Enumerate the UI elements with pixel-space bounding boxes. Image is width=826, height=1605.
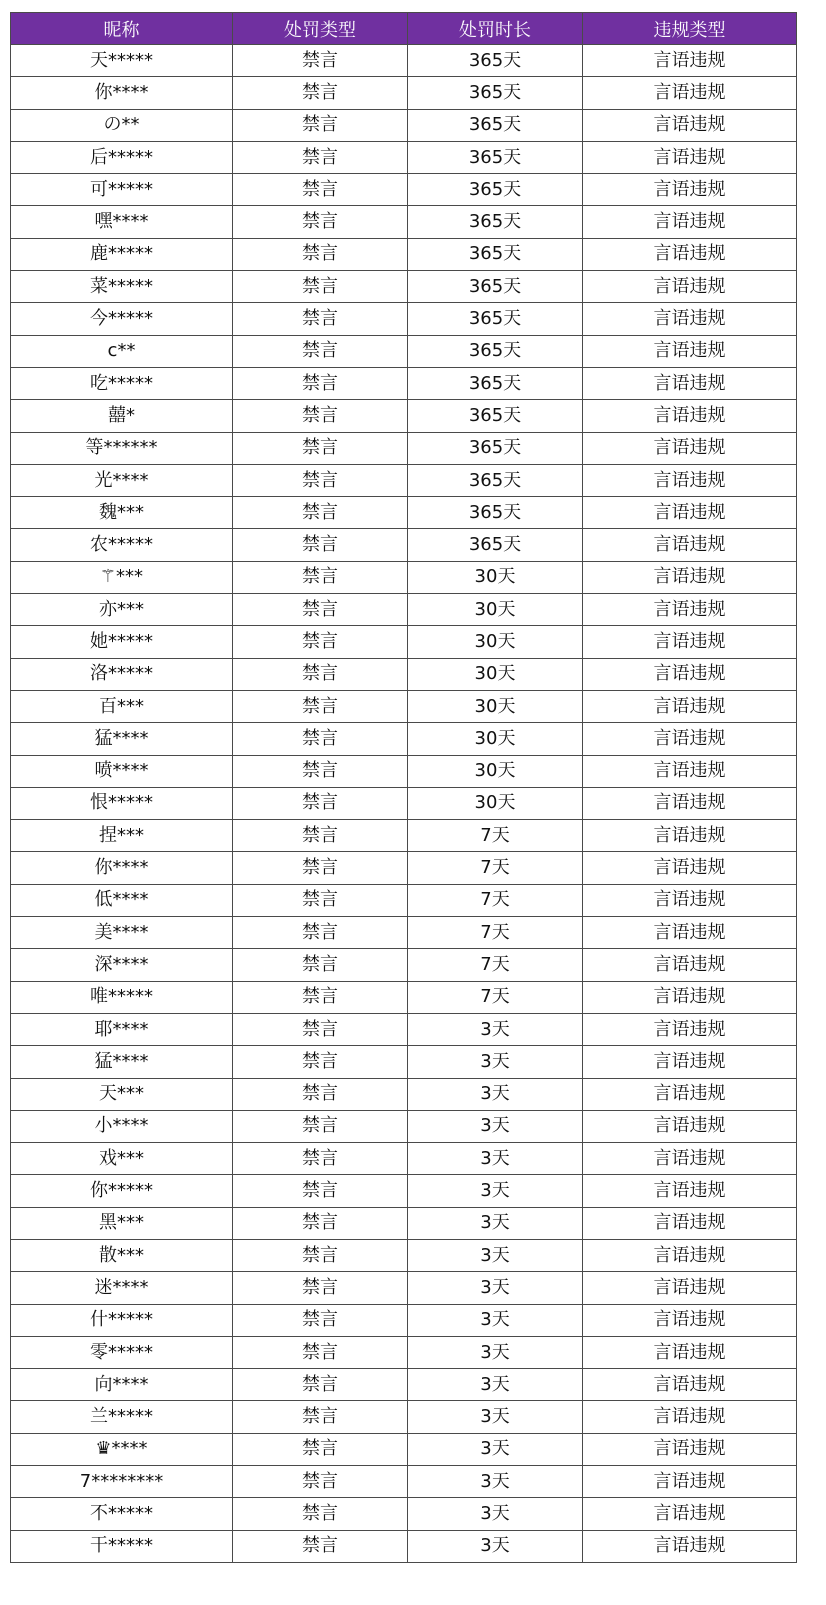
table-row <box>11 852 797 884</box>
header-row <box>11 13 797 45</box>
table-row <box>11 1046 797 1078</box>
penalty-type-cell: 禁言 <box>233 77 408 109</box>
table-row <box>11 594 797 626</box>
penalty-type-cell: 禁言 <box>233 820 408 852</box>
nickname-cell: の** <box>11 109 233 141</box>
nickname-cell: 低**** <box>11 884 233 916</box>
violation-type-cell: 言语违规 <box>583 77 797 109</box>
violation-type-cell: 言语违规 <box>583 1110 797 1142</box>
violation-type-cell: 言语违规 <box>583 1433 797 1465</box>
table-row <box>11 1530 797 1562</box>
nickname-cell: 零***** <box>11 1336 233 1368</box>
violation-type-cell: 言语违规 <box>583 1272 797 1304</box>
violation-type-cell: 言语违规 <box>583 626 797 658</box>
penalty-duration-cell: 365天 <box>408 497 583 529</box>
penalty-duration-cell: 365天 <box>408 206 583 238</box>
penalty-type-cell: 禁言 <box>233 561 408 593</box>
table-body <box>11 45 797 1563</box>
violation-type-cell: 言语违规 <box>583 787 797 819</box>
penalty-type-cell: 禁言 <box>233 1207 408 1239</box>
violation-type-cell: 言语违规 <box>583 400 797 432</box>
table-row <box>11 497 797 529</box>
penalty-type-cell: 禁言 <box>233 949 408 981</box>
violation-type-cell: 言语违规 <box>583 45 797 77</box>
table-row <box>11 206 797 238</box>
nickname-cell: 向**** <box>11 1369 233 1401</box>
table-header <box>11 13 797 45</box>
table-row <box>11 1110 797 1142</box>
table-row <box>11 77 797 109</box>
penalty-type-cell: 禁言 <box>233 45 408 77</box>
penalty-duration-cell: 30天 <box>408 594 583 626</box>
nickname-cell: 黑*** <box>11 1207 233 1239</box>
violation-type-cell: 言语违规 <box>583 271 797 303</box>
penalty-duration-cell: 3天 <box>408 1466 583 1498</box>
table-row <box>11 787 797 819</box>
violation-type-cell: 言语违规 <box>583 141 797 173</box>
header-nickname: 昵称 <box>11 13 233 45</box>
violation-type-cell: 言语违规 <box>583 1369 797 1401</box>
table-row <box>11 1078 797 1110</box>
nickname-cell: 散*** <box>11 1239 233 1271</box>
penalty-type-cell: 禁言 <box>233 303 408 335</box>
nickname-cell: 等****** <box>11 432 233 464</box>
nickname-cell: 唯***** <box>11 981 233 1013</box>
nickname-cell: 恨***** <box>11 787 233 819</box>
nickname-cell: 吃***** <box>11 367 233 399</box>
nickname-cell: 耶**** <box>11 1013 233 1045</box>
table-row <box>11 1207 797 1239</box>
violation-type-cell: 言语违规 <box>583 367 797 399</box>
table-row <box>11 335 797 367</box>
nickname-cell: 光**** <box>11 464 233 496</box>
violation-type-cell: 言语违规 <box>583 820 797 852</box>
violation-type-cell: 言语违规 <box>583 1336 797 1368</box>
nickname-cell: 猛**** <box>11 723 233 755</box>
penalty-type-cell: 禁言 <box>233 690 408 722</box>
penalty-duration-cell: 3天 <box>408 1498 583 1530</box>
violation-type-cell: 言语违规 <box>583 497 797 529</box>
table-row <box>11 626 797 658</box>
penalty-duration-cell: 3天 <box>408 1175 583 1207</box>
penalty-type-cell: 禁言 <box>233 529 408 561</box>
violation-type-cell: 言语违规 <box>583 1530 797 1562</box>
table-row <box>11 141 797 173</box>
penalty-type-cell: 禁言 <box>233 1336 408 1368</box>
penalty-duration-cell: 3天 <box>408 1304 583 1336</box>
penalty-type-cell: 禁言 <box>233 658 408 690</box>
violation-type-cell: 言语违规 <box>583 852 797 884</box>
penalty-type-cell: 禁言 <box>233 1498 408 1530</box>
penalty-type-cell: 禁言 <box>233 594 408 626</box>
violation-type-cell: 言语违规 <box>583 1143 797 1175</box>
nickname-cell: 喷**** <box>11 755 233 787</box>
penalty-duration-cell: 3天 <box>408 1207 583 1239</box>
penalty-table <box>10 12 797 1563</box>
penalty-duration-cell: 3天 <box>408 1336 583 1368</box>
penalty-duration-cell: 365天 <box>408 45 583 77</box>
violation-type-cell: 言语违规 <box>583 1304 797 1336</box>
penalty-type-cell: 禁言 <box>233 109 408 141</box>
violation-type-cell: 言语违规 <box>583 723 797 755</box>
nickname-cell: 天*** <box>11 1078 233 1110</box>
table-row <box>11 561 797 593</box>
nickname-cell: 可***** <box>11 174 233 206</box>
nickname-cell: 捏*** <box>11 820 233 852</box>
penalty-type-cell: 禁言 <box>233 174 408 206</box>
nickname-cell: 猛**** <box>11 1046 233 1078</box>
nickname-cell: 菜***** <box>11 271 233 303</box>
table-row <box>11 367 797 399</box>
table-row <box>11 238 797 270</box>
nickname-cell: 后***** <box>11 141 233 173</box>
penalty-duration-cell: 365天 <box>408 367 583 399</box>
violation-type-cell: 言语违规 <box>583 464 797 496</box>
violation-type-cell: 言语违规 <box>583 690 797 722</box>
table-row <box>11 1272 797 1304</box>
nickname-cell: 你***** <box>11 1175 233 1207</box>
penalty-type-cell: 禁言 <box>233 1304 408 1336</box>
violation-type-cell: 言语违规 <box>583 1013 797 1045</box>
nickname-cell: 干***** <box>11 1530 233 1562</box>
penalty-duration-cell: 3天 <box>408 1369 583 1401</box>
table-row <box>11 1498 797 1530</box>
nickname-cell: 囍* <box>11 400 233 432</box>
violation-type-cell: 言语违规 <box>583 529 797 561</box>
header-penalty-type: 处罚类型 <box>233 13 408 45</box>
penalty-type-cell: 禁言 <box>233 1013 408 1045</box>
nickname-cell: ♛**** <box>11 1433 233 1465</box>
violation-type-cell: 言语违规 <box>583 238 797 270</box>
table-row <box>11 529 797 561</box>
table-row <box>11 690 797 722</box>
penalty-duration-cell: 3天 <box>408 1433 583 1465</box>
table-row <box>11 271 797 303</box>
table-row <box>11 755 797 787</box>
penalty-type-cell: 禁言 <box>233 917 408 949</box>
table-row <box>11 658 797 690</box>
penalty-duration-cell: 30天 <box>408 723 583 755</box>
penalty-duration-cell: 7天 <box>408 917 583 949</box>
penalty-duration-cell: 365天 <box>408 529 583 561</box>
violation-type-cell: 言语违规 <box>583 1466 797 1498</box>
nickname-cell: 什***** <box>11 1304 233 1336</box>
nickname-cell: 天***** <box>11 45 233 77</box>
table-row <box>11 1239 797 1271</box>
table-row <box>11 884 797 916</box>
penalty-type-cell: 禁言 <box>233 497 408 529</box>
penalty-duration-cell: 365天 <box>408 271 583 303</box>
penalty-type-cell: 禁言 <box>233 432 408 464</box>
penalty-type-cell: 禁言 <box>233 367 408 399</box>
table-row <box>11 400 797 432</box>
penalty-type-cell: 禁言 <box>233 884 408 916</box>
penalty-type-cell: 禁言 <box>233 787 408 819</box>
table-row <box>11 1466 797 1498</box>
violation-type-cell: 言语违规 <box>583 174 797 206</box>
nickname-cell: 美**** <box>11 917 233 949</box>
table-row <box>11 1143 797 1175</box>
penalty-type-cell: 禁言 <box>233 141 408 173</box>
violation-type-cell: 言语违规 <box>583 206 797 238</box>
penalty-duration-cell: 7天 <box>408 852 583 884</box>
table-row <box>11 949 797 981</box>
penalty-type-cell: 禁言 <box>233 400 408 432</box>
nickname-cell: 深**** <box>11 949 233 981</box>
penalty-duration-cell: 365天 <box>408 400 583 432</box>
nickname-cell: ⚚*** <box>11 561 233 593</box>
violation-type-cell: 言语违规 <box>583 658 797 690</box>
nickname-cell: 不***** <box>11 1498 233 1530</box>
penalty-table-container <box>10 12 796 1563</box>
violation-type-cell: 言语违规 <box>583 1207 797 1239</box>
table-row <box>11 820 797 852</box>
table-row <box>11 303 797 335</box>
nickname-cell: 你**** <box>11 852 233 884</box>
penalty-duration-cell: 30天 <box>408 690 583 722</box>
violation-type-cell: 言语违规 <box>583 1046 797 1078</box>
nickname-cell: 洛***** <box>11 658 233 690</box>
penalty-type-cell: 禁言 <box>233 852 408 884</box>
penalty-duration-cell: 365天 <box>408 464 583 496</box>
violation-type-cell: 言语违规 <box>583 594 797 626</box>
nickname-cell: 迷**** <box>11 1272 233 1304</box>
penalty-duration-cell: 30天 <box>408 626 583 658</box>
penalty-duration-cell: 365天 <box>408 432 583 464</box>
penalty-type-cell: 禁言 <box>233 755 408 787</box>
nickname-cell: 亦*** <box>11 594 233 626</box>
table-row <box>11 174 797 206</box>
penalty-type-cell: 禁言 <box>233 626 408 658</box>
penalty-type-cell: 禁言 <box>233 1046 408 1078</box>
violation-type-cell: 言语违规 <box>583 1078 797 1110</box>
nickname-cell: 农***** <box>11 529 233 561</box>
penalty-duration-cell: 3天 <box>408 1046 583 1078</box>
penalty-duration-cell: 365天 <box>408 109 583 141</box>
nickname-cell: 她***** <box>11 626 233 658</box>
violation-type-cell: 言语违规 <box>583 335 797 367</box>
table-row <box>11 917 797 949</box>
penalty-duration-cell: 3天 <box>408 1530 583 1562</box>
header-violation-type: 违规类型 <box>583 13 797 45</box>
violation-type-cell: 言语违规 <box>583 1401 797 1433</box>
penalty-type-cell: 禁言 <box>233 238 408 270</box>
violation-type-cell: 言语违规 <box>583 109 797 141</box>
penalty-type-cell: 禁言 <box>233 1143 408 1175</box>
violation-type-cell: 言语违规 <box>583 1498 797 1530</box>
penalty-type-cell: 禁言 <box>233 271 408 303</box>
table-row <box>11 464 797 496</box>
penalty-duration-cell: 7天 <box>408 884 583 916</box>
penalty-duration-cell: 30天 <box>408 561 583 593</box>
penalty-duration-cell: 3天 <box>408 1272 583 1304</box>
penalty-type-cell: 禁言 <box>233 1272 408 1304</box>
violation-type-cell: 言语违规 <box>583 981 797 1013</box>
header-penalty-duration: 处罚时长 <box>408 13 583 45</box>
table-row <box>11 1369 797 1401</box>
violation-type-cell: 言语违规 <box>583 755 797 787</box>
nickname-cell: 小**** <box>11 1110 233 1142</box>
violation-type-cell: 言语违规 <box>583 884 797 916</box>
violation-type-cell: 言语违规 <box>583 1239 797 1271</box>
nickname-cell: 7******** <box>11 1466 233 1498</box>
nickname-cell: 你**** <box>11 77 233 109</box>
nickname-cell: 今***** <box>11 303 233 335</box>
table-row <box>11 45 797 77</box>
nickname-cell: 戏*** <box>11 1143 233 1175</box>
nickname-cell: 鹿***** <box>11 238 233 270</box>
penalty-duration-cell: 3天 <box>408 1143 583 1175</box>
nickname-cell: 嘿**** <box>11 206 233 238</box>
penalty-type-cell: 禁言 <box>233 335 408 367</box>
table-row <box>11 1433 797 1465</box>
table-row <box>11 723 797 755</box>
table-row <box>11 1013 797 1045</box>
penalty-type-cell: 禁言 <box>233 1433 408 1465</box>
penalty-duration-cell: 365天 <box>408 141 583 173</box>
table-row <box>11 1175 797 1207</box>
penalty-duration-cell: 7天 <box>408 820 583 852</box>
table-row <box>11 109 797 141</box>
violation-type-cell: 言语违规 <box>583 917 797 949</box>
penalty-type-cell: 禁言 <box>233 723 408 755</box>
penalty-duration-cell: 30天 <box>408 787 583 819</box>
penalty-duration-cell: 30天 <box>408 658 583 690</box>
violation-type-cell: 言语违规 <box>583 1175 797 1207</box>
nickname-cell: c** <box>11 335 233 367</box>
violation-type-cell: 言语违规 <box>583 949 797 981</box>
nickname-cell: 兰***** <box>11 1401 233 1433</box>
penalty-duration-cell: 7天 <box>408 981 583 1013</box>
penalty-duration-cell: 365天 <box>408 335 583 367</box>
penalty-duration-cell: 3天 <box>408 1110 583 1142</box>
violation-type-cell: 言语违规 <box>583 561 797 593</box>
violation-type-cell: 言语违规 <box>583 432 797 464</box>
penalty-duration-cell: 7天 <box>408 949 583 981</box>
penalty-duration-cell: 3天 <box>408 1078 583 1110</box>
table-row <box>11 981 797 1013</box>
penalty-type-cell: 禁言 <box>233 206 408 238</box>
penalty-type-cell: 禁言 <box>233 1078 408 1110</box>
penalty-duration-cell: 365天 <box>408 238 583 270</box>
penalty-duration-cell: 3天 <box>408 1013 583 1045</box>
penalty-type-cell: 禁言 <box>233 1530 408 1562</box>
penalty-type-cell: 禁言 <box>233 1369 408 1401</box>
penalty-type-cell: 禁言 <box>233 1175 408 1207</box>
penalty-duration-cell: 365天 <box>408 303 583 335</box>
penalty-type-cell: 禁言 <box>233 464 408 496</box>
penalty-duration-cell: 3天 <box>408 1401 583 1433</box>
penalty-type-cell: 禁言 <box>233 1401 408 1433</box>
penalty-type-cell: 禁言 <box>233 1110 408 1142</box>
table-row <box>11 1401 797 1433</box>
nickname-cell: 百*** <box>11 690 233 722</box>
penalty-type-cell: 禁言 <box>233 1239 408 1271</box>
penalty-duration-cell: 30天 <box>408 755 583 787</box>
penalty-type-cell: 禁言 <box>233 981 408 1013</box>
penalty-duration-cell: 3天 <box>408 1239 583 1271</box>
penalty-duration-cell: 365天 <box>408 174 583 206</box>
penalty-duration-cell: 365天 <box>408 77 583 109</box>
table-row <box>11 1304 797 1336</box>
table-row <box>11 432 797 464</box>
violation-type-cell: 言语违规 <box>583 303 797 335</box>
nickname-cell: 魏*** <box>11 497 233 529</box>
penalty-type-cell: 禁言 <box>233 1466 408 1498</box>
table-row <box>11 1336 797 1368</box>
